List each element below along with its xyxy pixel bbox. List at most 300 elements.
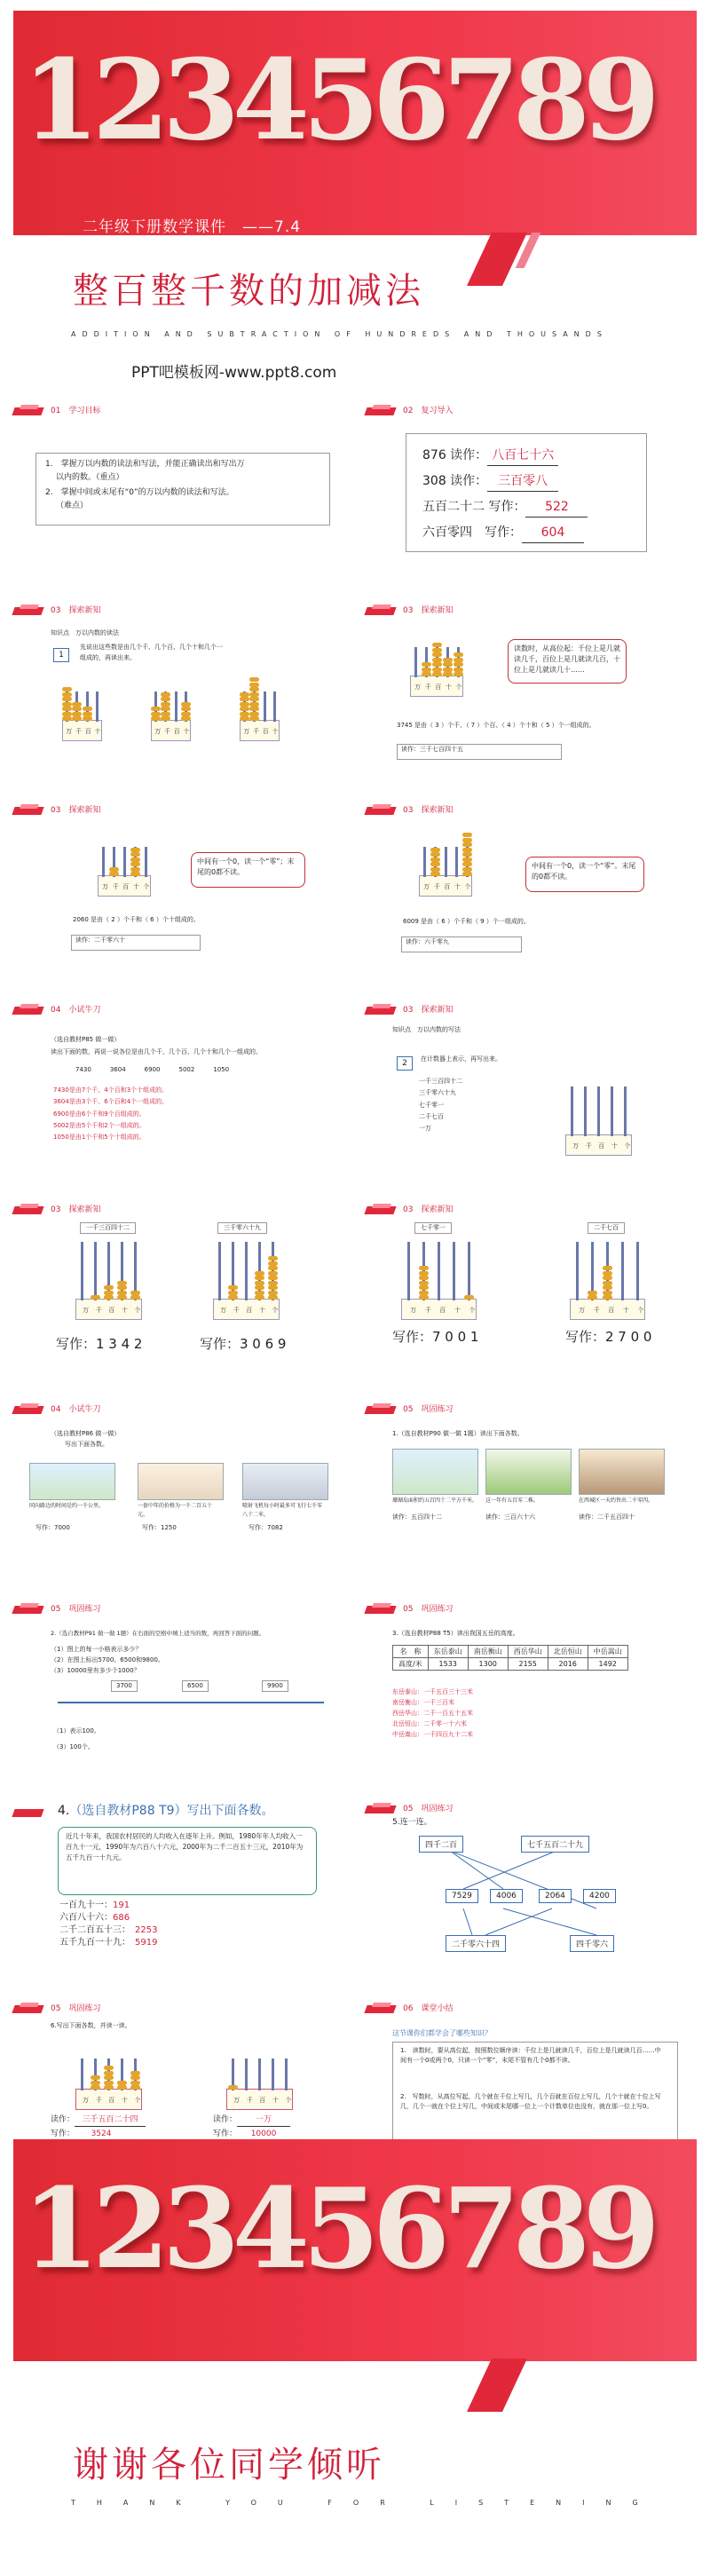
review-q1: 876 读作： <box>422 448 488 462</box>
table-header-row <box>393 1646 628 1658</box>
section-number: 04 <box>51 1405 61 1414</box>
abacus-2: 万 千 百 十 <box>151 688 191 741</box>
cover-en-title: ADDITION AND SUBTRACTION OF HUNDREDS AND THOUSANDS <box>71 330 608 338</box>
abacus-bead <box>462 842 472 847</box>
abacus-bead <box>419 1281 429 1285</box>
abacus-bead <box>419 1285 429 1290</box>
abacus-rod <box>584 1087 587 1136</box>
section-title: 探索新知 <box>68 806 101 815</box>
match-word-7529[interactable]: 七千五百二十九 <box>521 1836 589 1853</box>
abacus-bead <box>603 1266 612 1270</box>
abacus-bead <box>430 848 440 852</box>
abacus-bead <box>161 702 170 707</box>
slide-explore-2060 <box>13 803 343 981</box>
abacus-bead <box>255 1276 264 1280</box>
abacus-bead <box>130 848 140 852</box>
number-word-2700: 二千七百 <box>588 1222 625 1234</box>
abacus-bead <box>109 872 119 876</box>
section-title: 巩固练习 <box>68 1605 101 1614</box>
abacus-bead <box>104 2071 114 2075</box>
answer-row <box>59 1937 157 1949</box>
question-number: 4. <box>58 1804 70 1818</box>
written-3069: 写作：3 0 6 9 <box>200 1336 287 1352</box>
abacus-bead <box>419 1276 429 1280</box>
question: 2.（选自教材P91 做一做 1题）在右面的空格中填上适当的数，再回答下面的问题。 <box>51 1630 265 1637</box>
slide-exercise-reading <box>366 1403 696 1580</box>
match-word-4006[interactable]: 四千零六 <box>570 1935 614 1952</box>
abacus-rod <box>611 1087 613 1136</box>
section-number: 05 <box>403 1405 414 1414</box>
abacus-rod <box>264 691 266 722</box>
number: 7430 <box>75 1066 91 1073</box>
question: 写出下面各数。 <box>65 1441 108 1448</box>
number: 5002 <box>178 1066 195 1073</box>
income-passage-box <box>58 1827 317 1895</box>
answer-line: 中岳嵩山：一千四百九十二米 <box>392 1730 473 1738</box>
abacus-rod <box>245 1242 248 1300</box>
abacus-bead <box>603 1285 612 1290</box>
table-cell: 西岳华山 <box>508 1646 548 1658</box>
table-cell: 名 称 <box>393 1646 429 1658</box>
reading-answer: 读作：六千零九 <box>401 936 522 952</box>
summary-box <box>392 2042 678 2141</box>
abacus-bead <box>130 857 140 862</box>
abacus-2060: 万 千 百 十 个 <box>98 843 151 897</box>
section-tag-accent <box>372 2003 391 2007</box>
slide-explore-writing <box>366 1003 696 1181</box>
question: 读出下面的数，再说一说各位是由几个千、几个百、几个十和几个一组成的。 <box>51 1048 262 1055</box>
abacus-bead <box>462 867 472 872</box>
abacus-rod <box>624 1087 627 1136</box>
question-line <box>58 1802 274 1821</box>
abacus-bead <box>432 658 442 662</box>
written-7001: 写作：7 0 0 1 <box>392 1329 479 1345</box>
abacus-rod <box>258 2058 261 2090</box>
abacus-bead <box>117 2085 127 2090</box>
abacus-rod <box>94 1242 97 1300</box>
photo-road <box>29 1463 115 1500</box>
abacus-bead <box>588 1291 597 1295</box>
abacus-rod <box>423 847 426 877</box>
answer-word: 六百八十六： <box>59 1913 113 1923</box>
number-word: 一万 <box>419 1125 431 1133</box>
abacus-rod <box>636 1242 639 1300</box>
abacus-bead <box>432 652 442 657</box>
abacus-3069: 万 千 百 十 个 <box>213 1238 280 1320</box>
photo-island <box>392 1449 478 1495</box>
answer-line: 东岳泰山：一千五百三十三米 <box>392 1688 473 1695</box>
section-tag-accent <box>20 1603 39 1608</box>
abacus-bead <box>83 712 92 716</box>
abacus-bead <box>432 662 442 667</box>
review-a2: 三百零八 <box>487 472 558 492</box>
abacus-bead <box>130 2085 140 2090</box>
match-number-4006[interactable]: 4006 <box>490 1889 523 1903</box>
abacus-bead <box>249 702 259 707</box>
abacus-bead <box>117 1281 127 1285</box>
match-number-2064[interactable]: 2064 <box>539 1889 572 1903</box>
abacus-bead <box>268 1281 278 1285</box>
table-cell: 1300 <box>468 1658 508 1671</box>
abacus-bead <box>430 872 440 876</box>
abacus-bead <box>249 677 259 682</box>
abacus-rod <box>445 847 447 877</box>
abacus-bead <box>454 658 463 662</box>
abacus-bead <box>268 1295 278 1300</box>
slide-practice-writing <box>13 1403 343 1580</box>
abacus-rod <box>272 2058 274 2090</box>
answer-line: 3604是由3个千、6个百和4个一组成的。 <box>53 1098 169 1106</box>
abacus-bead <box>249 712 259 716</box>
abacus-bead <box>255 1271 264 1276</box>
abacus-bead <box>151 712 161 716</box>
reading-rule-callout: 读数时，从高位起：千位上是几就读几千，百位上是几就读几百，十位上是几就读几十…… <box>508 639 627 684</box>
abacus-bead <box>268 1291 278 1295</box>
slide-learning-goals <box>13 404 343 581</box>
abacus-bead <box>462 852 472 857</box>
table-cell: 1492 <box>588 1658 627 1671</box>
review-row-4 <box>422 524 584 543</box>
abacus-bead <box>130 2075 140 2080</box>
abacus-bead <box>181 707 191 711</box>
section-tag-accent <box>372 604 391 609</box>
written-1342: 写作：1 3 4 2 <box>56 1336 143 1352</box>
abacus-rod <box>145 847 147 877</box>
composition-sentence: 2060 是由（ 2 ）个千和（ 6 ）个十组成的。 <box>73 916 200 923</box>
abacus-rod <box>245 2058 248 2090</box>
abacus-bead <box>104 2085 114 2090</box>
abacus-bead <box>161 707 170 711</box>
abacus-bead <box>161 716 170 721</box>
section-number: 03 <box>51 1205 61 1214</box>
goals-box <box>36 453 330 525</box>
photo-street <box>579 1449 665 1495</box>
number-word-1342: 一千三百四十二 <box>80 1222 136 1234</box>
review-q4: 六百零四 写作： <box>422 525 522 540</box>
abacus-7001: 万 千 百 十 个 <box>401 1238 477 1320</box>
abacus-rod <box>455 847 458 877</box>
slide-header <box>51 404 100 415</box>
abacus-bead <box>130 867 140 872</box>
abacus-rod <box>414 647 417 677</box>
table-cell: 2016 <box>548 1658 588 1671</box>
caption-1: 同向路边的时间是约一千公里。 <box>29 1503 105 1509</box>
section-tag-accent <box>372 1004 391 1008</box>
review-box <box>406 433 647 552</box>
review-a3: 522 <box>525 498 588 518</box>
read-line-1 <box>51 2114 146 2127</box>
answer-number: 686 <box>113 1913 130 1923</box>
abacus-bead <box>130 2071 140 2075</box>
section-number: 03 <box>403 606 414 615</box>
composition-sentence: 6009 是由（ 6 ）个千和（ 9 ）个一组成的。 <box>403 918 530 925</box>
slide-header <box>403 1602 453 1614</box>
number-word: 七千零一 <box>419 1101 444 1109</box>
abacus-3524: 万 千 百 十 个 <box>75 2055 142 2110</box>
section-title: 小试牛刀 <box>68 1006 101 1015</box>
section-tag-accent <box>372 804 391 809</box>
abacus-bead <box>443 658 453 662</box>
abacus-bead <box>462 848 472 852</box>
abacus-rod <box>218 1242 221 1300</box>
question: 5.连一连。 <box>392 1818 432 1827</box>
question-source: （选自教材P86 做一做） <box>51 1430 121 1437</box>
review-row-2 <box>422 472 558 492</box>
abacus-bead <box>432 672 442 676</box>
end-title: 谢谢各位同学倾听 <box>73 2445 385 2485</box>
abacus-bead <box>181 702 191 707</box>
section-number: 06 <box>403 2004 414 2013</box>
abacus-bead <box>255 1291 264 1295</box>
section-title: 学习目标 <box>68 407 101 415</box>
match-number-7529[interactable]: 7529 <box>446 1889 478 1903</box>
answer-line: 西岳华山：二千一百五十五米 <box>392 1709 473 1717</box>
abacus-bead <box>181 716 191 721</box>
abacus-bead <box>249 687 259 691</box>
numberline-mark-9900: 9900 <box>262 1680 288 1692</box>
answer-2: 写作：1250 <box>142 1524 177 1531</box>
question: （选自教材P88 T9）写出下面各数。 <box>69 1804 274 1818</box>
abacus-bead <box>83 707 92 711</box>
step-number: 2 <box>397 1056 413 1071</box>
question-cont: 组成的，再读出来。 <box>80 654 136 661</box>
section-tag-accent <box>372 1204 391 1208</box>
abacus-bead <box>91 2075 100 2080</box>
abacus-bead <box>240 697 249 701</box>
answer: 三千五百二十四 <box>75 2114 146 2127</box>
abacus-bead <box>430 857 440 862</box>
section-title: 探索新知 <box>68 1205 101 1214</box>
answer-3: 读作：二千五百四十 <box>579 1513 635 1521</box>
match-word-2064[interactable]: 二千零六十四 <box>446 1935 506 1952</box>
label: 读作： <box>51 2115 75 2124</box>
step-number: 1 <box>53 648 69 662</box>
abacus-bead <box>255 1285 264 1290</box>
abacus-bead <box>104 2081 114 2085</box>
section-title: 探索新知 <box>421 806 454 815</box>
abacus-bead <box>228 1285 238 1290</box>
slide-header <box>51 1003 100 1015</box>
abacus-bead <box>72 712 82 716</box>
label: 写作： <box>51 2130 75 2138</box>
abacus-bead <box>181 712 191 716</box>
abacus-bead <box>228 1295 238 1300</box>
income-passage: 近几十年来，我国农村居民的人均收入在逐年上升。例如，1980年年人均收入一百九十一元，1990年为六百八十六元，2000年为二千二百五十三元，2010年为五千九百一十九元。 <box>66 1832 304 1861</box>
end-en-title: THANK YOU FOR LISTENING <box>71 2499 659 2507</box>
abacus-bead <box>430 862 440 866</box>
slide-header <box>403 604 453 615</box>
section-tag <box>12 1809 43 1817</box>
abacus-bead <box>268 1266 278 1270</box>
abacus-10000: 万 千 百 十 个 <box>226 2055 293 2110</box>
abacus-bead <box>443 662 453 667</box>
table-cell: 高度/米 <box>393 1658 429 1671</box>
abacus-bead <box>268 1276 278 1280</box>
slide-header <box>403 803 453 815</box>
table-cell: 1533 <box>428 1658 468 1671</box>
abacus-bead <box>83 716 92 721</box>
summary-point-1: 1. 读数时，要从高位起，按照数位顺序读：千位上是几就读几千，百位上是几就读几百……中间有一个0或两个0，只读一个“零”，末尾不管有几个0都不读。 <box>400 2047 661 2065</box>
photo-tv <box>138 1463 224 1500</box>
review-row-1 <box>422 446 558 466</box>
abacus-bead <box>603 1291 612 1295</box>
abacus-bead <box>603 1295 612 1300</box>
abacus-bead <box>62 702 72 707</box>
reading-answer: 读作：二千零六十 <box>71 935 201 951</box>
review-a4: 604 <box>522 524 584 543</box>
read-line-2 <box>213 2114 290 2127</box>
numberline-mark-3700: 3700 <box>111 1680 138 1692</box>
abacus-rod <box>285 2058 288 2090</box>
section-tag-accent <box>20 1004 39 1008</box>
abacus-bead <box>130 1291 140 1295</box>
table-cell: 中岳嵩山 <box>588 1646 627 1658</box>
slide-explore-6009 <box>366 803 696 981</box>
question: 先说出这些数是由几个千、几个百、几个十和几个一 <box>80 644 223 651</box>
red-ribbon <box>467 233 527 286</box>
abacus-bead <box>454 668 463 672</box>
abacus-bead <box>117 1291 127 1295</box>
abacus-bead <box>104 2075 114 2080</box>
abacus-bead <box>240 712 249 716</box>
abacus-bead <box>454 652 463 657</box>
section-title: 探索新知 <box>68 606 101 615</box>
answers <box>53 1085 168 1143</box>
abacus-bead <box>117 1295 127 1300</box>
abacus-bead <box>454 662 463 667</box>
abacus-bead <box>72 716 82 721</box>
abacus-bead <box>151 716 161 721</box>
answer-1: （1）表示100。 <box>53 1727 100 1734</box>
abacus-bead <box>104 1285 114 1290</box>
answer-line: 6900是由6个千和9个百组成的。 <box>53 1110 146 1118</box>
abacus-bead <box>249 716 259 721</box>
abacus-bead <box>603 1276 612 1280</box>
cover-banner <box>13 11 697 235</box>
section-title: 探索新知 <box>421 1006 454 1015</box>
section-tag-accent <box>372 405 391 409</box>
empty-abacus: 万 千 百 十 个 <box>565 1083 632 1156</box>
abacus-bead <box>130 862 140 866</box>
abacus-bead <box>603 1281 612 1285</box>
composition-sentence: 3745 是由（ 3 ）个千、（ 7 ）个百、（ 4 ）个十和（ 5 ）个一组成的。 <box>397 722 596 729</box>
abacus-bead <box>62 692 72 697</box>
slide-explore-write-1 <box>13 1203 343 1380</box>
abacus-bead <box>62 712 72 716</box>
table-cell: 2155 <box>508 1658 548 1671</box>
knowledge-point: 知识点 万以内数的写法 <box>392 1026 461 1033</box>
section-tag-accent <box>20 1204 39 1208</box>
abacus-bead <box>130 2081 140 2085</box>
photo-field <box>485 1449 572 1495</box>
question: 3.（选自教材P88 T5）读出我国五岳的高度。 <box>392 1630 519 1637</box>
abacus-bead <box>432 648 442 652</box>
slide-exercise-mountains <box>366 1602 696 1780</box>
abacus-bead <box>443 668 453 672</box>
abacus-bead <box>464 1295 474 1300</box>
abacus-rod <box>571 1087 573 1136</box>
review-q2: 308 读作： <box>422 474 488 488</box>
knowledge-point: 知识点 万以内数的读法 <box>51 629 119 636</box>
abacus-bead <box>104 1291 114 1295</box>
section-tag-accent <box>20 604 39 609</box>
answer-word: 二千二百五十三： <box>59 1925 126 1935</box>
goal-2-cont: （难点） <box>56 502 89 510</box>
section-title: 巩固练习 <box>421 1805 454 1813</box>
section-tag-accent <box>20 804 39 809</box>
abacus-bead <box>443 672 453 676</box>
abacus-bead <box>161 692 170 697</box>
answer-line: 北岳恒山：二千零一十六米 <box>392 1719 467 1727</box>
site-label: PPT吧模板网-www.ppt8.com <box>131 364 337 382</box>
section-number: 01 <box>51 407 61 415</box>
abacus-1: 万 千 百 十 <box>62 688 102 741</box>
section-tag-accent <box>20 405 39 409</box>
abacus-bead <box>462 833 472 837</box>
section-title: 复习导入 <box>421 407 454 415</box>
match-number-4200[interactable]: 4200 <box>583 1889 616 1903</box>
numberline-mark-6500: 6500 <box>182 1680 209 1692</box>
review-q3: 五百二十二 写作： <box>422 500 526 514</box>
slide-header <box>51 1403 100 1414</box>
section-number: 03 <box>403 1006 414 1015</box>
number: 6900 <box>144 1066 161 1073</box>
section-number: 05 <box>403 1605 414 1614</box>
number-word: 一千三百四十二 <box>419 1078 462 1085</box>
goal-1: 1. 掌握万以内数的读法和写法，并能正确读出和写出万 <box>45 460 245 469</box>
section-tag-accent <box>20 1403 39 1408</box>
table-row <box>393 1658 628 1671</box>
numbers-row <box>75 1065 229 1075</box>
slide-header <box>51 1203 100 1214</box>
abacus-3: 万 千 百 十 <box>240 688 280 741</box>
abacus-bead <box>91 2081 100 2085</box>
abacus-bead <box>588 1295 597 1300</box>
label: 读作： <box>213 2115 238 2124</box>
abacus-bead <box>249 683 259 687</box>
section-title: 探索新知 <box>421 1205 454 1214</box>
number: 3604 <box>109 1066 126 1073</box>
section-title: 巩固练习 <box>421 1405 454 1414</box>
abacus-bead <box>419 1271 429 1276</box>
slide-explore-write-2 <box>366 1203 696 1380</box>
answer-3: （3）100个。 <box>53 1743 94 1750</box>
table-cell: 东岳泰山 <box>428 1646 468 1658</box>
section-title: 探索新知 <box>421 606 454 615</box>
abacus-bead <box>240 707 249 711</box>
abacus-6009: 万 千 百 十 个 <box>419 843 472 897</box>
cover-title: 整百整千数的加减法 <box>73 271 424 312</box>
section-number: 05 <box>51 1605 61 1614</box>
abacus-bead <box>419 1295 429 1300</box>
section-tag-accent <box>20 2003 39 2007</box>
end-digits: 123456789 <box>22 2164 653 2294</box>
goal-1-cont: 以内的数。（重点） <box>56 473 124 482</box>
abacus-bead <box>268 1271 278 1276</box>
slide-exercise-matching <box>366 1802 696 1979</box>
abacus-bead <box>117 1285 127 1290</box>
abacus-rod <box>96 691 99 722</box>
answer-row <box>59 1924 157 1937</box>
section-number: 05 <box>403 1805 414 1813</box>
abacus-bead <box>91 2085 100 2090</box>
slide-header <box>403 404 453 415</box>
match-word-4200[interactable]: 四千二百 <box>419 1836 463 1853</box>
abacus-bead <box>268 1256 278 1260</box>
abacus-bead <box>240 692 249 697</box>
section-number: 02 <box>403 407 414 415</box>
abacus-rod <box>407 1242 410 1300</box>
